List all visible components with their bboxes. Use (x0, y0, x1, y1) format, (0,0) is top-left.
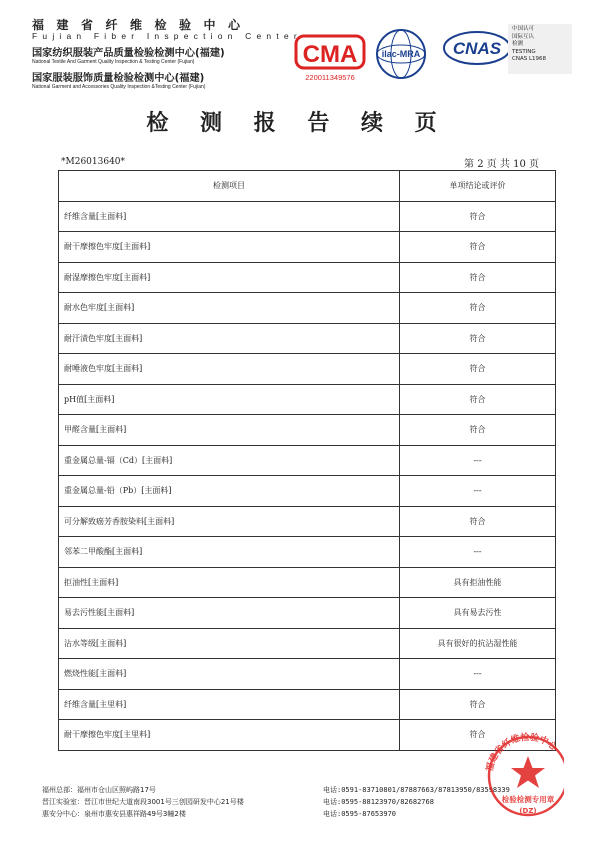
test-item: 拒油性[主面料] (59, 567, 400, 598)
center1-name-en: National Textile And Garment Quality Inspection & Testing Center (Fujian) (32, 59, 195, 65)
test-result: 符合 (400, 689, 556, 720)
table-row (59, 384, 556, 415)
page-number: 第 2 页 共 10 页 (464, 159, 539, 170)
cnas-line: TESTING (512, 48, 536, 55)
cnas-line: CNAS L1968 (512, 56, 547, 62)
test-item: 重金属总量-镉（Cd）[主面料] (59, 445, 400, 476)
center2-name-cn: 国家服装服饰质量检验检测中心(福建) (32, 73, 205, 84)
page-title: 检 测 报 告 续 页 (146, 110, 449, 136)
header-item: 检测项目 (59, 171, 400, 202)
test-item: 重金属总量-铅（Pb）[主面料] (59, 476, 400, 507)
header-result: 单项结论或评价 (400, 171, 556, 202)
table-row (59, 628, 556, 659)
center1-name-cn: 国家纺织服装产品质量检验检测中心(福建) (32, 48, 225, 59)
cnas-text: CNAS (452, 39, 502, 58)
ilac-text: ilac-MRA (381, 49, 421, 59)
table-row (59, 659, 556, 690)
cnas-line: 国际互认 (512, 33, 535, 40)
table-row (59, 445, 556, 476)
cma-number: 220011349576 (305, 73, 355, 82)
test-result: 符合 (400, 354, 556, 385)
official-seal (484, 718, 564, 828)
seal-bottom-text: (DZ) (519, 807, 537, 815)
test-item: 甲醛含量[主面料] (59, 415, 400, 446)
test-result: 符合 (400, 232, 556, 263)
cnas-logo (442, 28, 512, 68)
test-item: 耐唾液色牢度[主面料] (59, 354, 400, 385)
test-item: 燃烧性能[主面料] (59, 659, 400, 690)
test-result: 具有拒油性能 (400, 567, 556, 598)
table-row (59, 537, 556, 568)
test-result: 符合 (400, 262, 556, 293)
table-row (59, 232, 556, 263)
seal-center-text: 检验检测专用章 (501, 795, 555, 804)
cnas-accreditation-box (508, 24, 572, 74)
cnas-line: 检测 (512, 41, 524, 47)
results-table (58, 170, 556, 751)
table-row (59, 262, 556, 293)
seal-star-icon (511, 756, 545, 788)
table-header-row (59, 171, 556, 202)
test-result: 具有易去污性 (400, 598, 556, 629)
test-result: 符合 (400, 323, 556, 354)
test-item: 沾水等级[主面料] (59, 628, 400, 659)
table-row (59, 506, 556, 537)
test-item: pH值[主面料] (59, 384, 400, 415)
test-item: 耐干摩擦色牢度[主里料] (59, 720, 400, 751)
test-result: 符合 (400, 201, 556, 232)
table-row (59, 415, 556, 446)
test-item: 可分解致癌芳香胺染料[主面料] (59, 506, 400, 537)
test-result: 符合 (400, 720, 556, 751)
test-item: 易去污性能[主面料] (59, 598, 400, 629)
table-row (59, 598, 556, 629)
test-result: --- (400, 659, 556, 690)
cnas-line: 中国认可 (512, 26, 535, 32)
test-result: 符合 (400, 293, 556, 324)
cma-logo (292, 32, 368, 86)
test-result: --- (400, 537, 556, 568)
org-name-en: Fujian Fiber Inspection Center (32, 31, 302, 41)
test-result: --- (400, 445, 556, 476)
test-item: 耐干摩擦色牢度[主面料] (59, 232, 400, 263)
test-item: 邻苯二甲酸酯[主面料] (59, 537, 400, 568)
org-name-cn: 福建省纤维检验中心 (32, 18, 253, 32)
footer-phone: 电话:0595-87653970 (323, 810, 397, 818)
footer-address: 晋江实验室：晋江市世纪大道南段3001号三创园研发中心21号楼 (42, 798, 244, 806)
table-row (59, 323, 556, 354)
table-row (59, 689, 556, 720)
svg-text:福建省纤维检验中心 (484, 731, 560, 773)
table-row (59, 293, 556, 324)
test-item: 纤维含量[主面料] (59, 201, 400, 232)
center2-name-en: National Garment and Accessories Quality Inspection &Testing Center (Fujian) (32, 84, 206, 90)
footer-address: 福州总部：福州市仓山区照屿路17号 (42, 786, 156, 794)
test-item: 纤维含量[主里料] (59, 689, 400, 720)
footer-phone: 电话:0595-88123970/82682768 (323, 798, 434, 806)
test-result: 具有很好的抗沾湿性能 (400, 628, 556, 659)
footer-phone: 电话:0591-83710801/87887663/87813950/83598339 (323, 786, 510, 794)
table-row (59, 720, 556, 751)
table-row (59, 201, 556, 232)
test-item: 耐水色牢度[主面料] (59, 293, 400, 324)
test-item: 耐汗渍色牢度[主面料] (59, 323, 400, 354)
table-row (59, 476, 556, 507)
cma-text: CMA (302, 41, 358, 68)
table-row (59, 567, 556, 598)
test-result: 符合 (400, 384, 556, 415)
test-result: 符合 (400, 415, 556, 446)
seal-top-text: 福建省纤维检验中心 (485, 732, 559, 773)
test-result: 符合 (400, 506, 556, 537)
test-item: 耐湿摩擦色牢度[主面料] (59, 262, 400, 293)
footer-address: 惠安分中心：泉州市惠安县惠祥路49号3幢2楼 (42, 810, 186, 818)
letterhead (32, 14, 572, 94)
table-row (59, 354, 556, 385)
report-number: *M26013640* (61, 157, 126, 167)
test-result: --- (400, 476, 556, 507)
ilac-mra-logo (374, 26, 428, 86)
